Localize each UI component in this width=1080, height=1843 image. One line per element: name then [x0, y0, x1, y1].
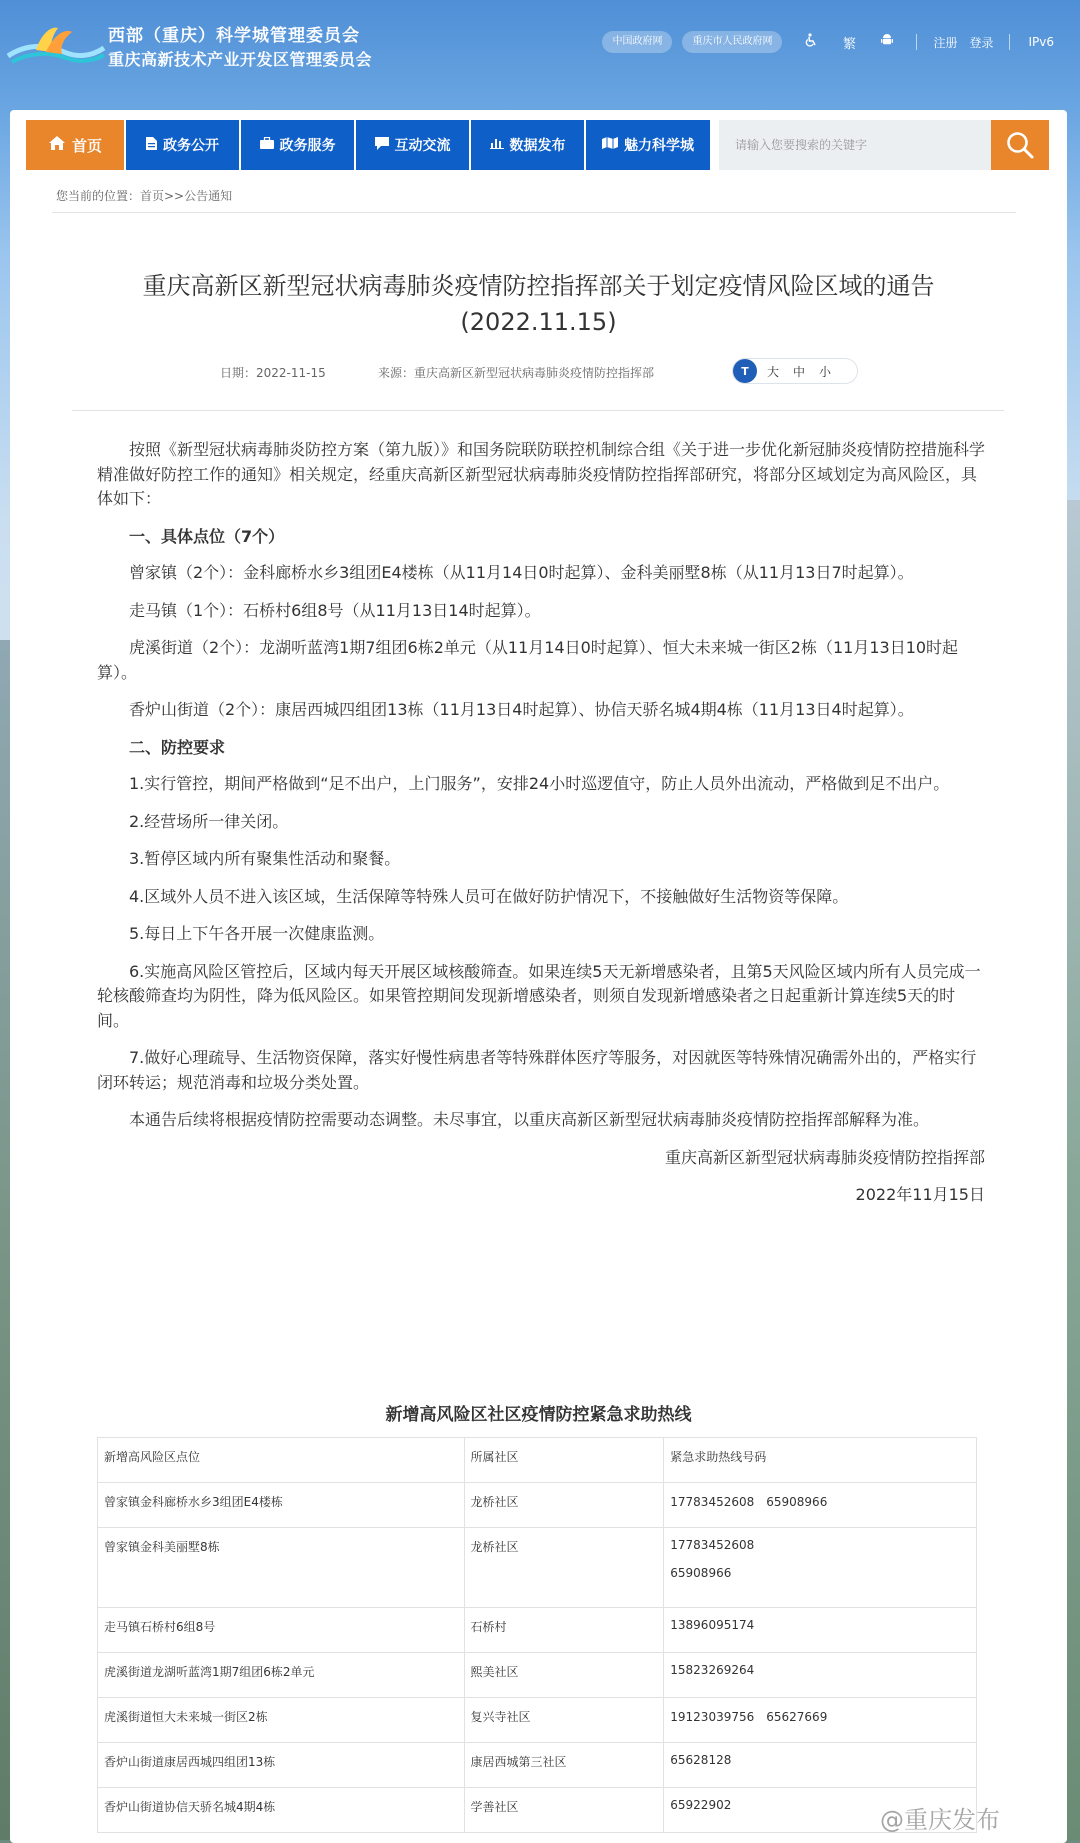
nav-item-government-services[interactable] [241, 120, 354, 170]
table-row [98, 1698, 977, 1743]
map-icon [602, 137, 618, 153]
table-cell [664, 1743, 977, 1788]
divider [1009, 34, 1010, 50]
nav-item-government-affairs[interactable] [126, 120, 239, 170]
header-text: 所属社区 [470, 1450, 519, 1464]
location-text: 香炉山街道协信天骄名城4期4栋 [104, 1800, 276, 1814]
article-paragraph: 本通告后续将根据疫情防控需要动态调整。未尽事宜，以重庆高新区新型冠状病毒肺炎疫情防控指挥部解释为准。 [129, 1110, 930, 1129]
font-size-small[interactable]: 小 [819, 364, 832, 379]
table-cell [464, 1698, 664, 1743]
chongqing-gov-link[interactable]: 重庆市人民政府网 [682, 31, 782, 53]
article-paragraph: 4.区域外人员不进入该区域，生活保障等特殊人员可在做好防护情况下，不接触做好生活物资等保障。 [129, 886, 849, 906]
section-heading: 一、具体点位（7个） [129, 526, 285, 546]
article-paragraph: 香炉山街道（2个）：康居西城四组团13栋（11月13日4时起算）、协信天骄名城4期4栋（11月13日4时起算）。 [129, 700, 914, 719]
table-cell [664, 1608, 977, 1653]
search-input[interactable]: 请输入您要搜索的关键字 [719, 120, 991, 170]
header-text: 紧急求助热线号码 [670, 1450, 767, 1464]
table-cell [464, 1788, 664, 1833]
divider [72, 410, 1004, 411]
table-header-cell [98, 1438, 465, 1483]
article-paragraph: 1.实行管控，期间严格做到“足不出户，上门服务”，安排24小时巡逻值守，防止人员外出流动，严格做到足不出户。 [129, 774, 950, 793]
divider [916, 34, 917, 50]
table-header-cell [464, 1438, 664, 1483]
location-text: 曾家镇金科美丽墅8栋 [104, 1540, 220, 1554]
nav-item-data-release[interactable] [471, 120, 584, 170]
table-row [98, 1788, 977, 1833]
location-text: 虎溪街道恒大未来城一街区2栋 [104, 1710, 268, 1724]
nav-item-science-city[interactable] [586, 120, 710, 170]
site-title[interactable] [108, 24, 372, 72]
nav-item-label: 魅力科学城 [624, 138, 694, 154]
breadcrumb: 您当前的位置：首页>>公告通知 [52, 180, 1016, 213]
page-title-line1: 重庆高新区新型冠状病毒肺炎疫情防控指挥部关于划定疫情风险区域的通告 [142, 272, 935, 300]
nav-item-label: 互动交流 [394, 138, 451, 154]
hotline-number: 65628128 [670, 1753, 732, 1767]
table-cell [464, 1528, 664, 1608]
bar-chart-icon [490, 137, 504, 153]
article-paragraph: 走马镇（1个）：石桥村6组8号（从11月13日14时起算）。 [129, 600, 541, 620]
page-title [70, 268, 1007, 340]
table-cell [464, 1608, 664, 1653]
weibo-watermark: @重庆发布 [880, 1806, 1000, 1834]
article-paragraph: 虎溪街道（2个）：龙湖听蓝湾1期7组团6栋2单元（从11月14日0时起算）、恒大未来城一街区2栋（11月13日10时起算）。 [97, 638, 959, 682]
home-icon [48, 135, 66, 155]
android-icon[interactable] [868, 33, 906, 51]
site-title-line1: 西部（重庆）科学城管理委员会 [108, 26, 360, 46]
table-cell [464, 1653, 664, 1698]
nav-item-home[interactable] [26, 120, 124, 170]
gov-link[interactable]: 中国政府网 [602, 31, 672, 53]
article-paragraph: 5.每日上下午各开展一次健康监测。 [129, 924, 385, 943]
article-date: 日期：2022-11-15 [220, 366, 326, 380]
table-row [98, 1483, 977, 1528]
article-meta [10, 358, 1067, 384]
hotline-number: 17783452608 [670, 1538, 755, 1552]
table-cell [98, 1698, 465, 1743]
top-links [602, 30, 1080, 54]
hotline-table [97, 1437, 977, 1833]
community-text: 石桥村 [470, 1620, 507, 1634]
table-cell [98, 1743, 465, 1788]
hotline-number: 65922902 [670, 1798, 732, 1812]
hotline-number: 17783452608 65908966 [670, 1495, 828, 1509]
community-text: 学善社区 [470, 1800, 519, 1814]
search-icon [1005, 130, 1035, 160]
search-button[interactable] [991, 120, 1049, 170]
table-cell [98, 1483, 465, 1528]
location-text: 虎溪街道龙湖听蓝湾1期7组团6栋2单元 [104, 1665, 315, 1679]
table-cell [98, 1608, 465, 1653]
table-cell [464, 1743, 664, 1788]
article-body [97, 438, 985, 1221]
table-header-cell [664, 1438, 977, 1483]
site-title-line2: 重庆高新技术产业开发区管理委员会 [108, 50, 373, 69]
table-cell [664, 1698, 977, 1743]
hotline-number: 19123039756 65627669 [670, 1710, 828, 1724]
hotline-number: 13896095174 [670, 1618, 755, 1632]
table-cell [664, 1653, 977, 1698]
chat-icon [375, 137, 389, 154]
nav-item-interaction[interactable] [356, 120, 469, 170]
site-header [0, 0, 1080, 100]
font-size-large[interactable]: 大 [767, 364, 780, 379]
ipv6-badge: IPv6 [1028, 35, 1054, 49]
article-paragraph: 2.经营场所一律关闭。 [129, 811, 289, 831]
table-row [98, 1743, 977, 1788]
table-cell [98, 1788, 465, 1833]
table-cell [664, 1528, 977, 1608]
table-cell [464, 1483, 664, 1528]
logo-wave-icon[interactable] [6, 22, 106, 70]
location-text: 走马镇石桥村6组8号 [104, 1620, 216, 1634]
header-text: 新增高风险区点位 [104, 1450, 201, 1464]
hotline-number: 65908966 [670, 1566, 732, 1580]
font-size-icon: T [733, 359, 757, 383]
table-row [98, 1608, 977, 1653]
article-source: 来源：重庆高新区新型冠状病毒肺炎疫情防控指挥部 [378, 366, 655, 380]
article-paragraph: 曾家镇（2个）：金科廊桥水乡3组团E4楼栋（从11月14日0时起算）、金科美丽墅8栋（从11月13日7时起算）。 [129, 563, 914, 582]
document-icon [146, 137, 157, 154]
briefcase-icon [260, 137, 274, 153]
location-text: 香炉山街道康居西城四组团13栋 [104, 1755, 276, 1769]
register-link[interactable]: 注册 [933, 35, 958, 50]
community-text: 复兴寺社区 [470, 1710, 531, 1724]
font-size-medium[interactable]: 中 [793, 364, 806, 379]
location-text: 曾家镇金科廊桥水乡3组团E4楼栋 [104, 1495, 283, 1509]
nav-item-label: 政务公开 [163, 138, 219, 154]
traditional-chinese-toggle[interactable]: 繁 [842, 36, 856, 52]
page-title-line2: (2022.11.15) [460, 308, 617, 336]
main-panel [10, 110, 1067, 1843]
article-signature: 重庆高新区新型冠状病毒肺炎疫情防控指挥部 [664, 1147, 985, 1167]
article-paragraph: 按照《新型冠状病毒肺炎防控方案（第九版）》和国务院联防联控机制综合组《关于进一步优化新冠肺炎疫情防控措施科学精准做好防控工作的通知》相关规定，经重庆高新区新型冠状病毒肺炎疫情防控指挥部研究，将部分区域划定为高风险区，具体如下： [97, 440, 986, 508]
nav-item-label: 政务服务 [279, 138, 336, 154]
community-text: 熙美社区 [470, 1665, 519, 1679]
main-nav [26, 120, 712, 170]
wheelchair-icon[interactable] [792, 33, 830, 51]
section-heading: 二、防控要求 [129, 737, 226, 757]
login-link[interactable]: 登录 [969, 35, 994, 50]
community-text: 龙桥社区 [470, 1495, 519, 1509]
hotline-number: 15823269264 [670, 1663, 755, 1677]
nav-item-label: 数据发布 [509, 138, 566, 154]
community-text: 龙桥社区 [470, 1540, 519, 1554]
table-header-row [98, 1438, 977, 1483]
table-cell [664, 1483, 977, 1528]
article-paragraph: 3.暂停区域内所有聚集性活动和聚餐。 [129, 849, 401, 868]
community-text: 康居西城第三社区 [470, 1755, 567, 1769]
nav-item-label: 首页 [71, 136, 102, 155]
article-sign-date: 2022年11月15日 [855, 1185, 985, 1204]
font-size-switcher [732, 358, 858, 384]
article-paragraph: 6.实施高风险区管控后，区域内每天开展区域核酸筛查。如果连续5天无新增感染者，且第5天风险区域内所有人员完成一轮核酸筛查均为阴性，降为低风险区。如果管控期间发现新增感染者，则须自发现新增感染者之日起重新计算连续5天的时间。 [97, 961, 981, 1030]
table-row [98, 1653, 977, 1698]
table-cell [98, 1653, 465, 1698]
article-paragraph: 7.做好心理疏导、生活物资保障，落实好慢性病患者等特殊群体医疗等服务，对因就医等特殊情况确需外出的，严格实行闭环转运；规范消毒和垃圾分类处置。 [97, 1048, 977, 1092]
table-cell [98, 1528, 465, 1608]
table-row [98, 1528, 977, 1608]
hotline-table-title: 新增高风险区社区疫情防控紧急求助热线 [385, 1405, 692, 1425]
